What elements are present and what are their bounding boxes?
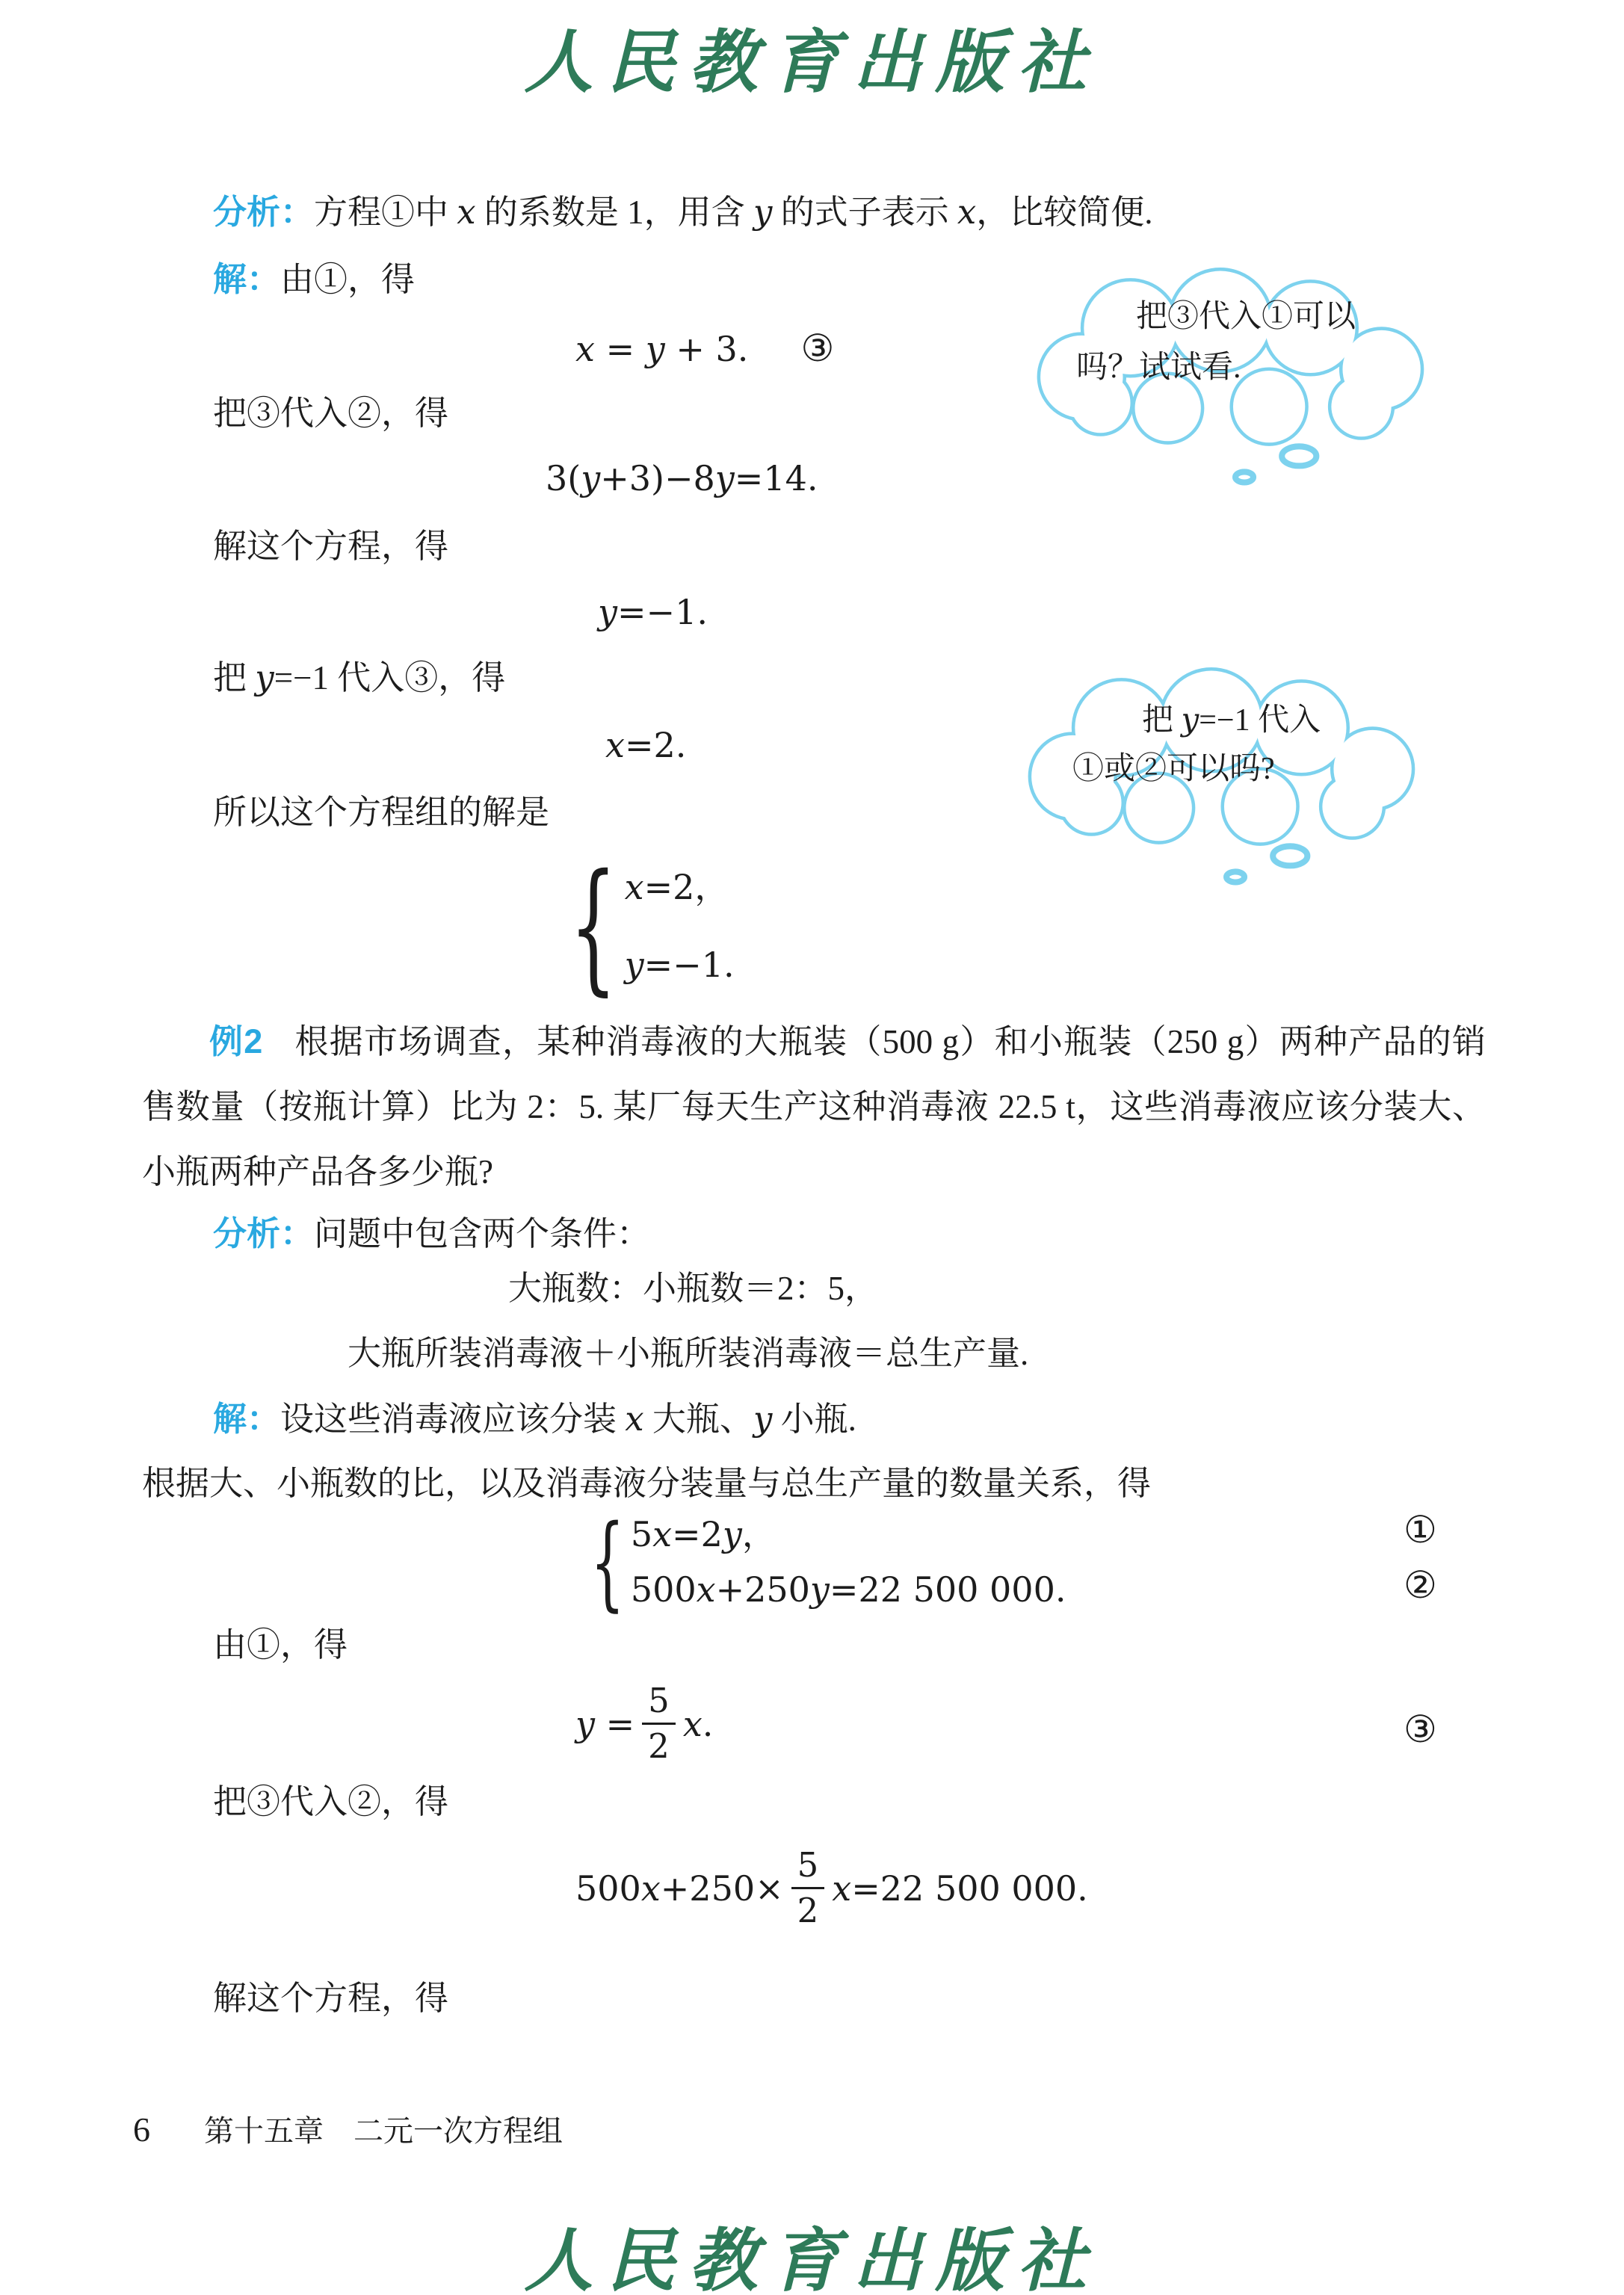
from-1-line: 由①，得 xyxy=(213,1626,348,1664)
equation-6: x=2. xyxy=(605,725,687,765)
thought-bubble-2 xyxy=(1001,656,1459,889)
fraction-denominator: 2 xyxy=(797,1891,819,1930)
bubble-1-text-line-2: 吗？试试看. xyxy=(1076,350,1241,385)
system-brace: { xyxy=(590,1502,625,1622)
equation-frac-lhs: y = xyxy=(575,1703,635,1744)
equation-number-2: ② xyxy=(1404,1563,1437,1607)
solve-text: 由①，得 xyxy=(280,261,416,298)
equation-big-rhs: x=22 500 000. xyxy=(832,1868,1088,1909)
publisher-logo-top: 人民教育出版社 xyxy=(524,25,1100,101)
thought-bubble-tail xyxy=(1226,846,1307,882)
conclusion-line: 所以这个方程组的解是 xyxy=(213,794,550,831)
analysis-text: 方程①中 x 的系数是 1，用含 y 的式子表示 x，比较简便. xyxy=(314,192,1153,232)
solution-system xyxy=(569,842,735,1010)
analysis-label: 分析： xyxy=(213,193,315,231)
solve-label: 解： xyxy=(213,1400,281,1438)
solve-text: 设这些消毒液应该分装 x 大瓶、y 小瓶. xyxy=(280,1399,856,1439)
equation-4: 3(y+3)−8y=14. xyxy=(546,458,818,498)
equation-3 xyxy=(575,327,834,370)
analysis-line-1 xyxy=(213,191,1153,234)
thought-bubble-tail xyxy=(1235,446,1316,482)
equation-big-lhs: 500x+250× xyxy=(575,1868,784,1909)
solution-system-line-2: y=−1. xyxy=(624,945,735,985)
fraction-numerator: 5 xyxy=(791,1846,825,1889)
fraction-denominator: 2 xyxy=(648,1726,670,1766)
equation-number-1: ① xyxy=(1404,1508,1437,1551)
analysis-text: 问题中包含两个条件： xyxy=(314,1215,651,1252)
equation-big xyxy=(575,1846,1088,1930)
solve-line-2 xyxy=(213,1397,856,1441)
equation-frac xyxy=(575,1681,713,1766)
bubble-2-text-line-2: ①或②可以吗? xyxy=(1072,752,1275,786)
equation-3-number: ③ xyxy=(800,327,835,370)
substitute-y-line: 把 y=−1 代入③，得 xyxy=(213,658,506,697)
example-2-problem xyxy=(142,1009,1486,1205)
chapter-title: 第十五章 二元一次方程组 xyxy=(204,2114,563,2148)
equation-5: y=−1. xyxy=(598,592,708,632)
equation-number-3: ③ xyxy=(1404,1708,1437,1751)
system-brace: { xyxy=(569,842,617,1010)
analysis-line-2 xyxy=(213,1212,650,1255)
relation-line: 根据大、小瓶数的比，以及消毒液分装量与总生产量的数量关系，得 xyxy=(142,1465,1152,1502)
thought-bubble-1 xyxy=(1010,256,1468,489)
equation-3-body: x = y + 3. xyxy=(575,329,749,369)
footer xyxy=(133,2107,563,2150)
equation-frac-rhs: x. xyxy=(682,1703,714,1744)
example-2-system xyxy=(590,1502,1066,1622)
solve-label: 解： xyxy=(213,260,281,298)
publisher-logo-bottom: 人民教育出版社 xyxy=(524,2223,1100,2295)
substitute-3-into-2-line-2: 把③代入②，得 xyxy=(213,1783,449,1820)
example-2-system-line-1: 5x=2y， xyxy=(630,1514,777,1554)
solve-this-equation-line-2: 解这个方程，得 xyxy=(213,1980,449,2017)
fraction-numerator: 5 xyxy=(642,1681,676,1725)
analysis-label: 分析： xyxy=(213,1214,315,1252)
bubble-1-text-line-1: 把③代入①可以 xyxy=(1136,300,1356,334)
condition-1: 大瓶数：小瓶数＝2：5， xyxy=(508,1270,879,1307)
page-number: 6 xyxy=(133,2110,150,2149)
solve-this-equation-line: 解这个方程，得 xyxy=(213,528,449,565)
fraction-five-halves xyxy=(791,1846,825,1930)
solution-system-line-1: x=2， xyxy=(624,867,729,907)
solve-line-1 xyxy=(213,258,415,301)
example-2-text: 根据市场调查，某种消毒液的大瓶装（500 g）和小瓶装（250 g）两种产品的销售数量（按瓶计算）比为 2：5. 某厂每天生产这种消毒液 22.5 t，这些消毒液应该分装大、小瓶两种产品各多少瓶? xyxy=(142,1023,1486,1190)
example-2-system-line-2: 500x+250y=22 500 000. xyxy=(630,1569,1066,1610)
substitute-3-into-2-line: 把③代入②，得 xyxy=(213,395,449,432)
condition-2: 大瓶所装消毒液＋小瓶所装消毒液＝总生产量. xyxy=(348,1335,1029,1372)
bubble-2-text-line-1: 把 y=−1 代入 xyxy=(1142,701,1321,738)
example-2-label: 例2 xyxy=(209,1022,263,1060)
fraction-five-halves xyxy=(642,1681,676,1766)
